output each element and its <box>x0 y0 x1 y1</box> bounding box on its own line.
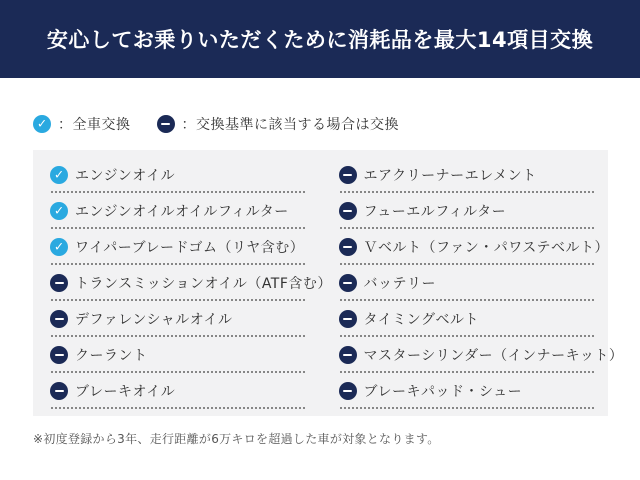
minus-icon <box>339 166 357 184</box>
list-item <box>339 229 610 265</box>
item-label: クーラント <box>75 348 148 364</box>
list-item <box>50 373 306 409</box>
item-label: タイミングベルト <box>363 312 479 328</box>
items-column-right <box>339 157 624 410</box>
item-label: マスターシリンダー（インナーキット） <box>363 348 624 364</box>
list-item <box>339 373 595 409</box>
minus-icon <box>50 346 68 364</box>
minus-icon <box>339 238 357 256</box>
check-icon <box>50 166 68 184</box>
list-item <box>50 193 306 229</box>
minus-icon <box>339 310 357 328</box>
item-label: エアクリーナーエレメント <box>363 168 537 184</box>
item-label: フューエルフィルター <box>363 204 507 220</box>
list-item <box>339 265 595 301</box>
legend <box>0 78 640 134</box>
check-icon <box>50 238 68 256</box>
items-column-left <box>50 157 332 410</box>
list-item <box>339 157 595 193</box>
list-item <box>50 157 306 193</box>
list-item <box>50 301 306 337</box>
legend-item <box>33 114 131 134</box>
list-item <box>339 301 595 337</box>
list-item <box>339 193 595 229</box>
list-item <box>50 265 332 301</box>
page-title: 安心してお乗りいただくために消耗品を最大14項目交換 <box>46 28 594 52</box>
items-panel <box>33 150 624 416</box>
minus-icon <box>50 382 68 400</box>
item-label: エンジンオイル <box>75 168 176 184</box>
item-label: Ｖベルト（ファン・パワステベルト） <box>363 240 610 256</box>
item-label: トランスミッションオイル（ATF含む） <box>75 276 332 292</box>
item-label: バッテリー <box>363 276 436 292</box>
minus-icon <box>339 382 357 400</box>
header-banner <box>0 0 640 78</box>
minus-icon <box>157 115 175 133</box>
legend-item <box>157 114 400 134</box>
item-label: ワイパーブレードゴム（リヤ含む） <box>75 240 305 256</box>
item-label: エンジンオイルオイルフィルター <box>75 204 289 220</box>
minus-icon <box>50 274 68 292</box>
legend-label: ：交換基準に該当する場合は交換 <box>181 117 399 133</box>
check-icon <box>50 202 68 220</box>
check-icon <box>33 115 51 133</box>
legend-label: ：全車交換 <box>58 117 131 133</box>
minus-icon <box>339 274 357 292</box>
minus-icon <box>50 310 68 328</box>
minus-icon <box>339 202 357 220</box>
item-label: デファレンシャルオイル <box>75 312 233 328</box>
minus-icon <box>339 346 357 364</box>
item-label: ブレーキオイル <box>75 384 176 400</box>
list-item <box>50 229 306 265</box>
footnote: ※初度登録から3年、走行距離が6万キロを超過した車が対象となります。 <box>33 432 440 446</box>
item-label: ブレーキパッド・シュー <box>363 384 523 400</box>
list-item <box>50 337 306 373</box>
list-item <box>339 337 624 373</box>
